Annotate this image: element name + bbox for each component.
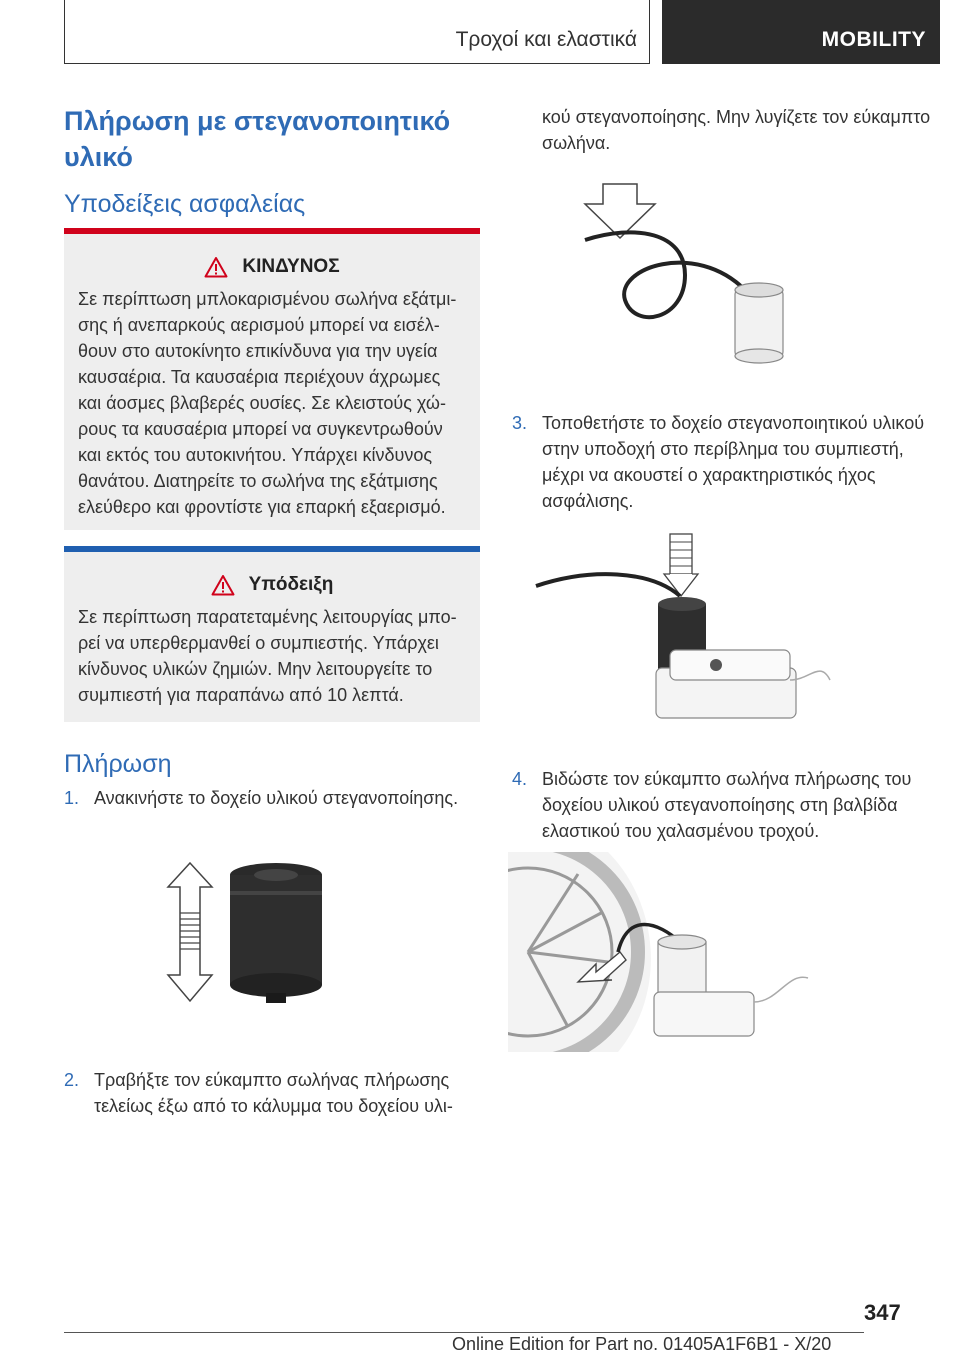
- note-text: Σε περίπτωση παρατεταμένης λειτουργίας μπορεί να υπερθερμανθεί ο συμπιεστής. Υπάρχει κίνδυνος υλικών ζημιών. Μην λειτουργείτε το συμπιεστή για παραπάνω από 10 λεπτά.: [78, 607, 457, 705]
- step-text: Τραβήξτε τον εύκαμπτο σωλήνας πλήρωσης τελείως έξω από το κάλυμμα του δοχείου υλι-: [94, 1070, 453, 1116]
- footer-edition: Online Edition for Part no. 01405A1F6B1 - X/20: [452, 1334, 832, 1354]
- note-box-header: [78, 574, 466, 596]
- step-text: Βιδώστε τον εύκαμπτο σωλήνα πλήρωσης του δοχείου υλικού στεγανοποίησης στη βαλβίδα ελαστικού του χαλασμένου τροχού.: [542, 769, 912, 841]
- danger-box: [64, 228, 480, 530]
- danger-box-header: [78, 256, 466, 278]
- page-title: Πλήρωση με στεγανοποιητικό υλικό: [64, 106, 451, 172]
- step-3: [512, 410, 942, 520]
- header-section-tab: [662, 0, 940, 64]
- canister-shake-illustration: [166, 855, 336, 1010]
- warning-triangle-icon: [211, 574, 235, 596]
- page-number: 347: [864, 1300, 901, 1325]
- step-2: [64, 1067, 484, 1123]
- fill-heading: Πλήρωση: [64, 750, 172, 778]
- note-label: Υπόδειξη: [248, 574, 334, 595]
- step-number: 1.: [64, 788, 80, 808]
- step-text: Ανακινήστε το δοχείο υλικού στεγανοποίησης.: [94, 788, 459, 808]
- warning-triangle-icon: [204, 256, 228, 278]
- section-tab-label: MOBILITY: [821, 28, 926, 51]
- chapter-title: Τροχοί και ελαστικά: [455, 28, 637, 51]
- step-number: 4.: [512, 769, 528, 789]
- danger-label: ΚΙΝΔΥΝΟΣ: [242, 256, 340, 277]
- canister-insert-illustration: [530, 530, 850, 740]
- safety-heading: Υποδείξεις ασφαλείας: [64, 190, 306, 218]
- tire-valve-connect-illustration: [508, 852, 828, 1052]
- hose-pulled-illustration: [575, 180, 795, 370]
- danger-text: Σε περίπτωση μπλοκαρισμένου σωλήνα εξάτμισης ή ανεπαρκούς αερισμού μπορεί να εισέλθουν στο αυτοκίνητο επικίνδυνα για την υγεία καυσαέρια. Τα καυσαέρια περιέχουν άχρωμες και άοσμες βλαβερές ουσίες. Σε κλειστούς χώρους τα καυσαέρια μπορεί να συγκεντρωθούν και εκτός του αυτοκινήτου. Υπάρχει κίνδυνος θανάτου. Διατηρείτε το σωλήνα της εξάτμισης ελεύθερο και φροντίστε για επαρκή εξαερισμό.: [78, 289, 457, 517]
- step-1: [64, 785, 484, 815]
- header-chapter-box: [64, 0, 650, 64]
- step-text: κού στεγανοποίησης. Μην λυγίζετε τον εύκαμπτο σωλήνα.: [542, 107, 931, 153]
- step-2-continued: [512, 104, 942, 160]
- step-number: 2.: [64, 1070, 80, 1090]
- step-text: Τοποθετήστε το δοχείο στεγανοποιητικού υλικού στην υποδοχή στο περίβλημα του συμπιεστή, μέχρι να ακουστεί ο χαρακτηριστικός ήχος ασφάλισης.: [542, 413, 925, 511]
- step-4: [512, 766, 942, 850]
- footer-divider: [64, 1332, 864, 1333]
- note-box: [64, 546, 480, 722]
- step-number: 3.: [512, 413, 528, 433]
